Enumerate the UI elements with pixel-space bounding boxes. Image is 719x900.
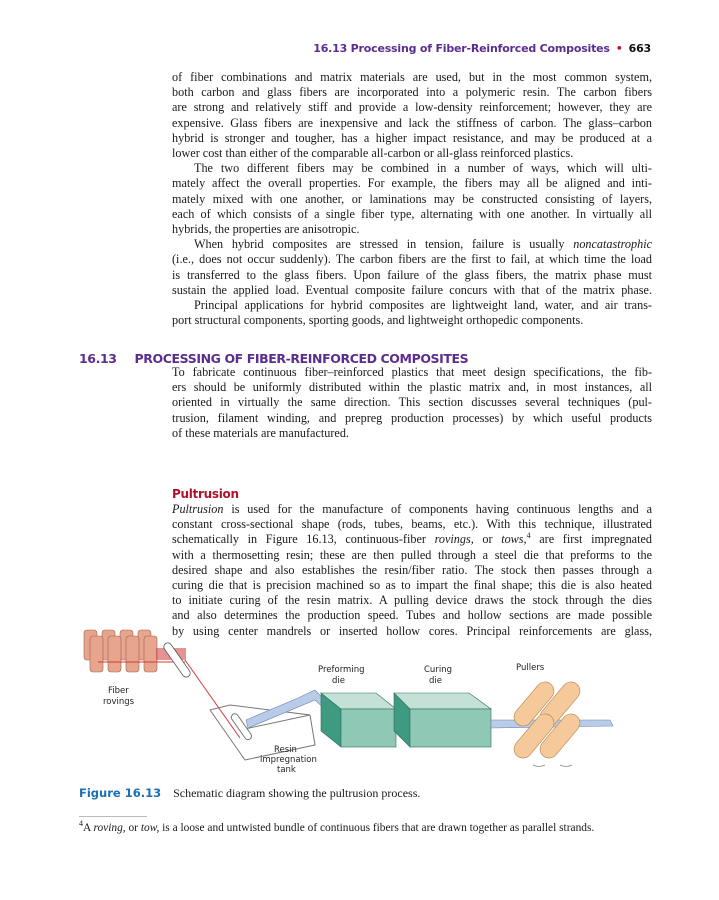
pultrusion-text [172,502,652,639]
running-head [313,42,651,55]
text-line: expensive. Glass fibers are inexpensive and lack the stiffness of carbon. The glass–carbon [172,115,652,130]
text-line: ers should be uniformly distributed within the plastic matrix and, in most instances, all [172,380,652,395]
text-line: with a thermosetting resin; these are then pulled through a steel die that preforms to the [172,547,652,562]
pullers [510,678,583,761]
text-line [172,222,652,237]
text-line: curing die that is precision machined so as to impart the final shape; this die is also heated [172,578,652,593]
text-line: mately affect the overall properties. For example, the fibers may all be aligned and inti- [172,176,652,191]
label-tank: tank [277,765,296,775]
text-line [172,502,652,517]
figure-label: Figure 16.13 [79,786,162,800]
text-run: When hybrid composites are stressed in tension, failure is usually [194,237,574,252]
text-line [172,532,652,547]
text-line: To fabricate continuous fiber–reinforced plastics that meet design specifications, the fib- [172,365,652,379]
text-run: Principal applications for hybrid composites are lightweight land, water, and air trans- [194,298,652,313]
text-line [172,313,652,328]
label-fiber-rovings: Fiber [108,686,129,696]
text-line: mately mixed with one another, or laminations may be constructed consisting of layers, [172,191,652,206]
footnote-marker: 4 [79,819,83,829]
curing-die [394,693,491,747]
text-run: A [83,822,94,834]
italic-term: noncatastrophic [573,237,652,252]
text-run: schematically in Figure 16.13, continuous-fiber [172,532,435,547]
text-line: by using center mandrels or inserted hollow cores. Principal reinforcements are glass, [172,623,652,638]
figure-caption-text: Schematic diagram showing the pultrusion process. [173,786,421,800]
label-pullers: Pullers [516,663,545,673]
intro-text [172,70,652,328]
text-run: are first impregnated [530,532,652,547]
text-run: lower cost than either of the comparable all-carbon or all-glass reinforced plastics. [172,146,574,161]
text-line [172,298,652,313]
label-curing-die: die [429,676,442,686]
text-line: and also determines the production speed. Tubes and hollow sections are made possible [172,608,652,623]
figure-caption [79,786,420,801]
text-line: both carbon and glass fibers are incorporated into a polymeric resin. The carbon fibers [172,85,652,100]
text-run: , or [122,822,141,834]
footnote-marker: 4 [526,531,531,541]
section-title: PROCESSING OF FIBER-REINFORCED COMPOSITES [134,351,469,366]
text-line: (i.e., does not occur suddenly). The carbon fibers are the first to fail, at which time the load [172,252,652,267]
label-curing: Curing [424,665,452,675]
label-fiber-rovings-2: rovings [103,697,135,707]
label-preforming-die: die [332,676,345,686]
text-line: to initiate curing of the resin matrix. A pulling device draws the stock through the dies [172,593,652,608]
text-line: of fiber combinations and matrix materials are used, but in the most common system, [172,70,652,84]
text-line: each of which consists of a single fiber type, alternating with one another. In virtually all [172,206,652,221]
rotation-arrows [533,765,572,767]
section-intro-text [172,365,652,441]
text-line [172,161,652,176]
separator-bullet: • [615,42,623,55]
text-run: is used for the manufacture of components having continuous lengths and a [223,502,652,516]
text-line: hybrid is stronger and tougher, has a higher impact resistance, and may be produced at a [172,130,652,145]
text-line [172,426,652,441]
text-line: desired shape and also establishes the resin/fiber ratio. The stock then passes through a [172,562,652,577]
footnote [79,819,595,834]
section-heading [79,351,468,366]
text-line [172,146,652,161]
text-line: oriented in virtually the same direction. This section discusses several techniques (pul- [172,395,652,410]
preforming-die [321,693,396,747]
label-impregnation: impregnation [260,755,317,765]
subsection-heading-pultrusion: Pultrusion [172,487,239,501]
italic-term: roving [93,822,123,834]
text-line [172,237,652,252]
pultrusion-diagram [70,620,630,780]
label-preforming: Preforming [318,665,365,675]
italic-term: Pultrusion [172,502,224,516]
text-run: or [473,532,502,547]
text-run: of these materials are manufactured. [172,425,349,440]
text-run: hybrids, the properties are anisotropic. [172,222,360,237]
italic-term: tow, [140,822,160,834]
text-line: sustain the applied load. Eventual composite failure concurs with that of the matrix phase. [172,282,652,297]
text-line: constant cross-sectional shape (rods, tubes, beams, etc.). With this technique, illustrated [172,517,652,532]
label-resin: Resin [274,745,297,755]
text-run: is a loose and untwisted bundle of continuous fibers that are drawn together as parallel strands. [159,822,595,834]
text-line: are strong and relatively stiff and provide a low-density reinforcement; however, they are [172,100,652,115]
section-number: 16.13 [79,351,117,366]
text-line: trusion, filament winding, and prepreg production processes) by which useful products [172,410,652,425]
running-head-title: 16.13 Processing of Fiber-Reinforced Composites [313,42,610,55]
footnote-divider [79,816,147,817]
page-number: 663 [628,42,651,55]
text-line: is transferred to the glass fibers. Upon failure of the glass fibers, the matrix phase must [172,267,652,282]
text-run: port structural components, sporting goods, and lightweight orthopedic components. [172,313,584,328]
text-run: The two different fibers may be combined in a number of ways, which will ulti- [194,161,652,176]
italic-term: rovings, [434,532,474,547]
italic-term: tows, [501,532,527,547]
